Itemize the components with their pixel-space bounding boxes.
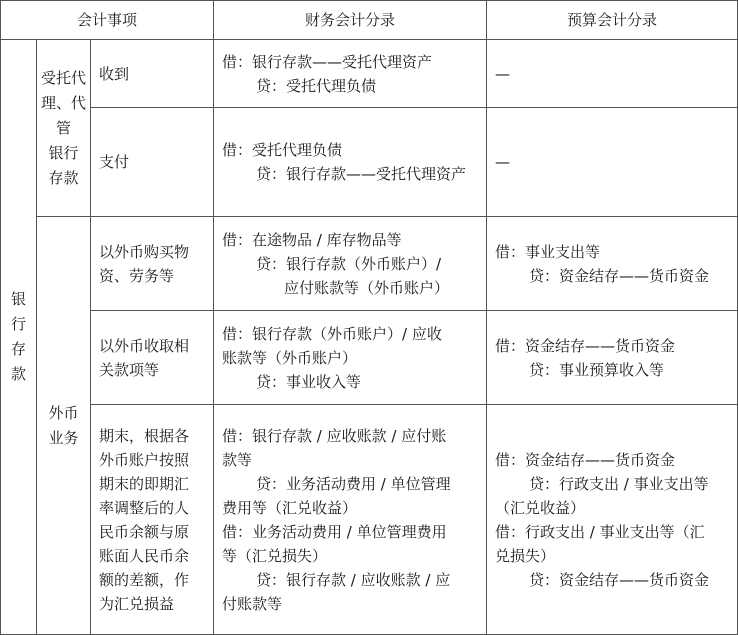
budget-entry-cell [487,217,738,311]
entry-line: 贷：事业收入等 [256,372,362,391]
financial-entry-cell [214,311,487,405]
item-cell: 期末，根据各 外币账户按照 期末的即期汇 率调整后的人 民币余额与原 账面人民币余 额的差额，作 为汇兑损益 [91,405,214,635]
budget-entry-cell [487,40,738,108]
table-row [1,40,738,108]
entry-line: 借：银行存款——受托代理资产 [222,52,433,71]
header-financial-entry: 财务会计分录 [214,1,487,40]
entry-line: 款等 [222,450,253,469]
entry-line: 贷：业务活动费用 / 单位管理 [256,474,451,493]
entry-line: 借：在途物品 / 库存物品等 [222,230,402,249]
entry-line: 借：事业支出等 [495,242,601,261]
item-cell: 支付 [91,108,214,217]
item-cell: 以外币购买物 资、劳务等 [91,217,214,311]
entry-line: 借：行政支出 / 事业支出等（汇 [495,522,705,541]
entry-line: 贷：受托代理负债 [256,76,377,95]
entry-line: 贷：银行存款（外币账户）/ [256,254,442,273]
entry-line: 账款等（外币账户） [222,348,358,367]
entry-line: 应付账款等（外币账户） [284,278,450,297]
entry-line: 费用等（汇兑收益） [222,498,358,517]
table-row [1,217,738,311]
budget-entry-cell [487,405,738,635]
section-label: 外币 业务 [37,217,91,635]
entry-line: 贷：银行存款 / 应收账款 / 应 [256,570,451,589]
entry-line: 兑损失） [495,546,556,565]
entry-line: — [495,64,511,83]
table-row [1,311,738,405]
entry-line: 借：资金结存——货币资金 [495,336,676,355]
entry-line: 借：资金结存——货币资金 [495,450,676,469]
entry-line: 贷：资金结存——货币资金 [529,266,710,285]
entry-line: 借：银行存款 / 应收账款 / 应付账 [222,426,447,445]
entry-line: — [495,153,511,171]
financial-entry-cell [214,217,487,311]
entry-line: 贷：银行存款——受托代理资产 [256,165,467,183]
entry-line: 等（汇兑损失） [222,546,328,565]
item-cell: 收到 [91,40,214,108]
entry-line: （汇兑收益） [495,498,586,517]
table-row [1,108,738,217]
table-header-row [1,1,738,40]
entry-line: 借：银行存款（外币账户）/ 应收 [222,324,442,343]
financial-entry-cell [214,108,487,217]
header-budget-entry: 预算会计分录 [487,1,738,40]
entry-line: 借：受托代理负债 [222,141,343,159]
budget-entry-cell [487,108,738,217]
entry-line: 贷：事业预算收入等 [529,360,665,379]
category-cell: 银 行 存 款 [1,40,37,635]
table-row [1,405,738,635]
section-label: 受托代 理、代管 银行 存款 [37,40,91,217]
entry-line: 借：业务活动费用 / 单位管理费用 [222,522,447,541]
financial-entry-cell [214,405,487,635]
entry-line: 贷：行政支出 / 事业支出等 [529,474,709,493]
header-accounting-item: 会计事项 [1,1,214,40]
entry-line: 贷：资金结存——货币资金 [529,570,710,589]
item-cell: 以外币收取相 关款项等 [91,311,214,405]
financial-entry-cell [214,40,487,108]
budget-entry-cell [487,311,738,405]
entry-line: 付账款等 [222,594,283,613]
